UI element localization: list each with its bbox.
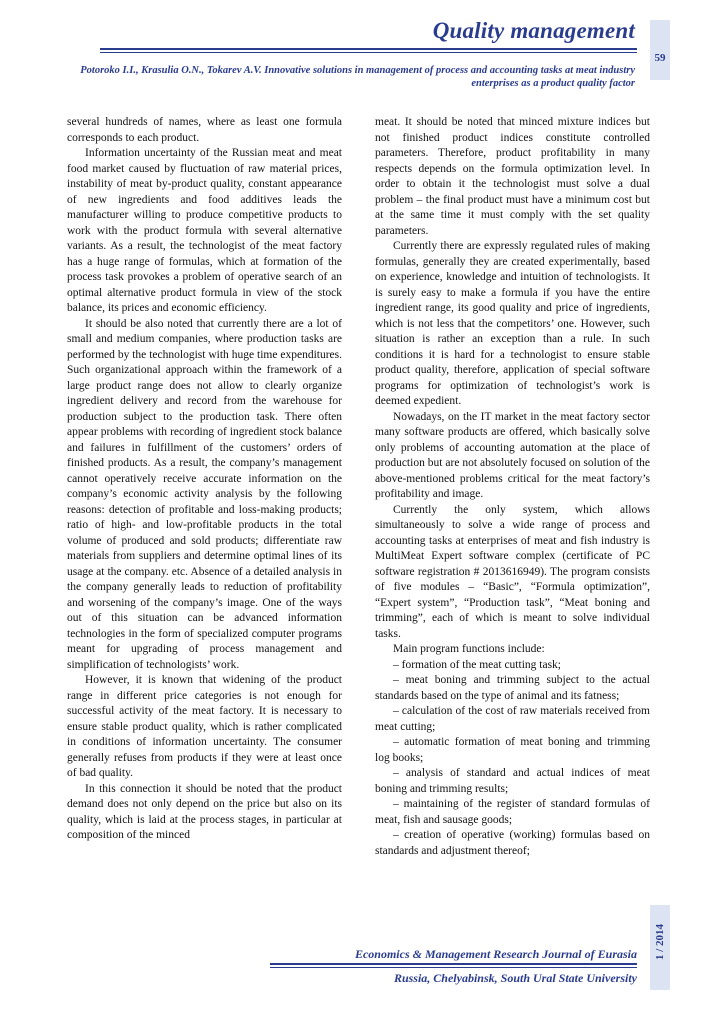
paragraph: It should be also noted that currently there are a lot of small and medium companies, where production tasks are performed by the technologist with huge time expenditures. Such organizational approach within the framework of a large product range does not allow to clearly organize ingredient delivery and record from the warehouse for production subject to the production task. There often appear problems with recording of ingredient stock balance and failures in fulfillment of the customers’ orders of finished products. As a result, the company’s management cannot operatively receive accurate information on the company’s economic activity analysis by the following reasons: detection of profitable and loss-making products; ratio of high- and low-profitable products in the total volume of produced and sold products; differentiate raw materials from suppliers and determine optimal lines of its usage at the company. etc. Absence of a detailed analysis in the company generally leads to reduction of profitability and worsening of the company’s image. One of the ways out of this situation can be advanced information technologies in the form of specialized computer programs meant for upgrading of process management and simplification of technologists’ work. xyxy=(67,317,342,671)
paragraph: Currently there are expressly regulated rules of making formulas, generally they are created experimentally, based on experience, knowledge and intuition of technologists. It is surely easy to make a formula if you have the entire ingredient range, its good quality and price of ingredients, which is not less that the competitors’ one. However, such situation is rather an exception than a rule. In such conditions it is hard for a technologist to ensure stable product quality, therefore, application of special software programs for optimization of technologist’s work is deemed expedient. xyxy=(375,240,650,407)
right-column xyxy=(375,115,650,859)
list-item: – automatic formation of meat boning and trimming log books; xyxy=(375,736,650,764)
list-item: – calculation of the cost of raw materials received from meat cutting; xyxy=(375,705,650,733)
paragraph: Information uncertainty of the Russian meat and meat food market caused by fluctuation of raw material prices, instability of meat by-product quality, constant appearance of new ingredients and food additives leads the manufacturer willing to produce competitive products to work with the product formula with several alternative variants. As a result, the technologist of the meat factory has a huge range of formulas, which at formation of the process task provokes a problem of operative search of an optimal alternative product formula in view of the stock balance, its prices and economic efficiency. xyxy=(67,147,342,314)
header-rule-thin xyxy=(100,52,637,53)
list-item: – formation of the meat cutting task; xyxy=(393,658,561,671)
footer-rule-thin xyxy=(270,967,637,968)
paragraph: In this connection it should be noted that the product demand does not only depend on the price but also on its quality, which is laid at the process stages, in particular at composition of the minced xyxy=(67,782,342,841)
paragraph: However, it is known that widening of the product range in different price categories is not enough for successful activity of the meat factory. It is necessary to ensure stable product quality, which is rather complicated in conditions of information uncertainty. The consumer generally refuses from products if they were at least once of bad quality. xyxy=(67,674,342,779)
header-rule xyxy=(100,48,637,50)
list-item: – meat boning and trimming subject to the actual standards based on the type of animal and its fatness; xyxy=(375,674,650,702)
article-authors-title: Potoroko I.I., Krasulia O.N., Tokarev A.V. Innovative solutions in management of process and accounting tasks at meat industry enterprises as a product quality factor xyxy=(80,65,635,89)
list-item: – creation of operative (working) formulas based on standards and adjustment thereof; xyxy=(375,829,650,857)
journal-location: Russia, Chelyabinsk, South Ural State University xyxy=(393,971,637,985)
page-number: 59 xyxy=(654,52,666,64)
list-item: – analysis of standard and actual indices of meat boning and trimming results; xyxy=(375,767,650,795)
left-column xyxy=(67,115,342,844)
paragraph: Nowadays, on the IT market in the meat factory sector many software products are offered, which basically solve only problems of accounting automation at the place of production but are not absolutely focused on solution of the above-mentioned problems critical for the meat factory’s profitability and image. xyxy=(375,410,650,500)
paragraph: Currently the only system, which allows simultaneously to solve a wide range of process and accounting tasks at enterprises of meat and fish industry is MultiMeat Expert software complex (certificate of PC software registration # 2013616949). The program consists of five modules – “Basic”, “Formula optimization”, “Expert system”, “Production task”, “Meat boning and trimming”, each of which is meant to solve individual tasks. xyxy=(375,503,650,640)
paragraph: meat. It should be noted that minced mixture indices but not finished product indices constitute controlled parameters. Therefore, product profitability in many respects depends on the formula optimization level. In order to obtain it the technologist must solve a dual problem – the final product must have a minimum cost but at the same time it must comply with the set quality parameters. xyxy=(375,116,650,237)
section-title: Quality management xyxy=(432,18,635,43)
journal-name: Economics & Management Research Journal of Eurasia xyxy=(354,947,637,961)
list-intro: Main program functions include: xyxy=(393,643,545,655)
issue-label: 1 / 2014 xyxy=(654,923,666,960)
footer-rule xyxy=(270,963,637,965)
list-item: – maintaining of the register of standard formulas of meat, fish and sausage goods; xyxy=(375,798,650,826)
page-tab-top xyxy=(650,20,670,80)
paragraph: several hundreds of names, where as least one formula corresponds to each product. xyxy=(67,116,342,144)
